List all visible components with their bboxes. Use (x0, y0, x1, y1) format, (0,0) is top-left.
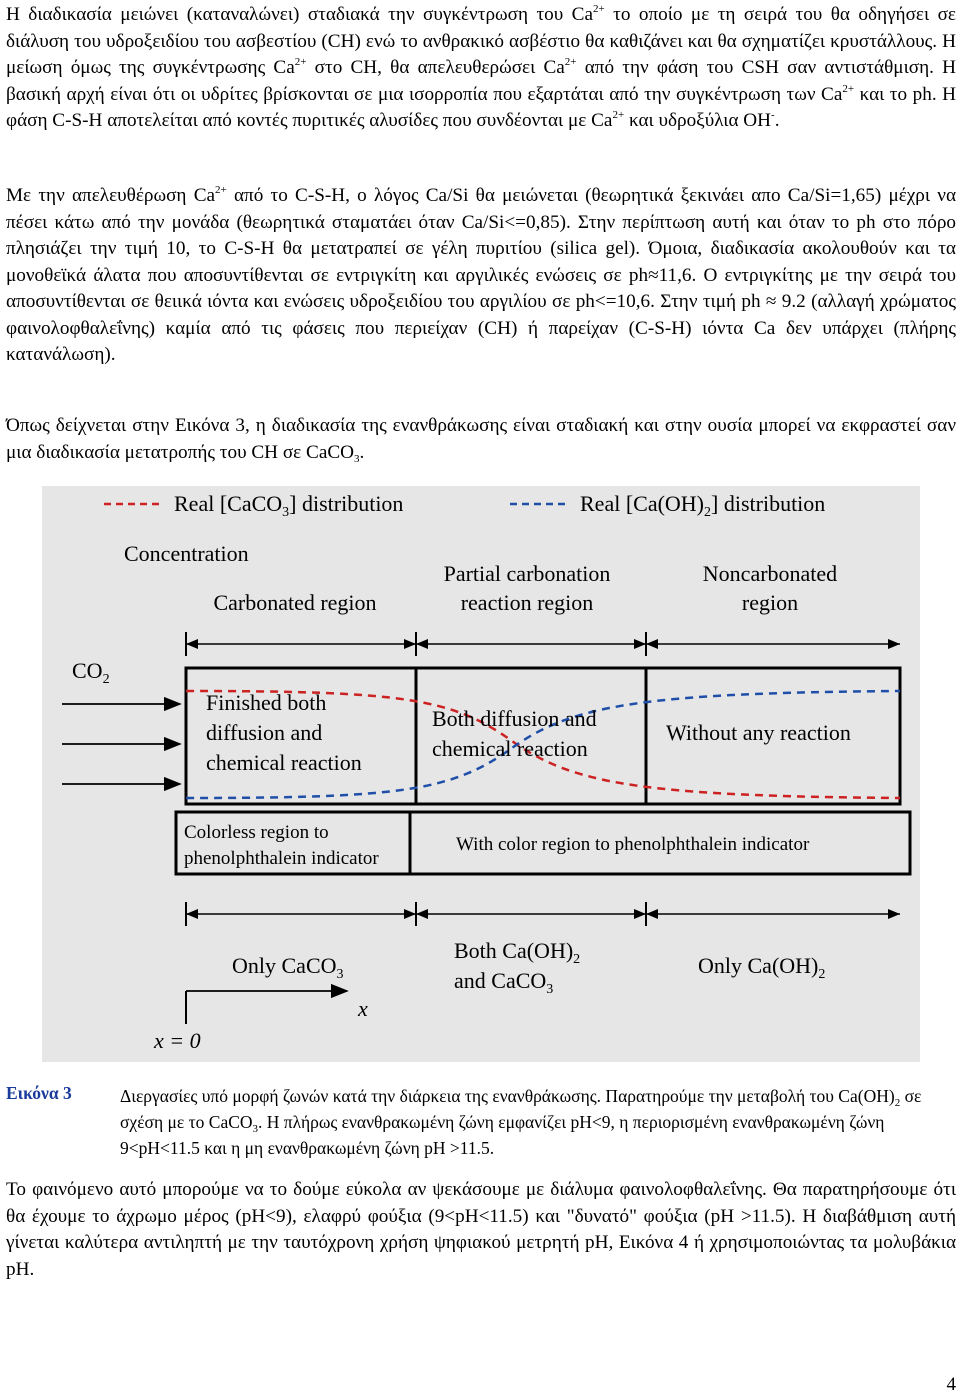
text-run: 3 (354, 452, 360, 465)
text-run: 2+ (593, 3, 605, 15)
legend-caco3-label: Real [CaCO$_3$] distribution (174, 491, 404, 520)
text-run: . Η πλήρως ενανθρακωμένη ζώνη εμφανίζει pH<9, η περιορισμένη ενανθρακωμένη ζώνη 9<pH<11.5 και η μη ενανθρακωμένη ζώνη pH >11.5. (120, 1112, 885, 1158)
text-run: 2+ (842, 82, 855, 95)
page-number: 4 (946, 1374, 956, 1395)
text-run: το οποίο με τη σειρά του θα οδηγήσει σε διάλυση του υδροξειδίου του ασβεστίου (CH) ενώ το ανθρακικό ασβέστιο θα καθιζάνει και θα σχηματίζει κρυστάλλους. Η μείωση όμως της συγκέντρωσης Ca (6, 4, 956, 78)
header-partial-2: reaction region (460, 590, 594, 615)
both-phases-label-2: and CaCO$_3$ (454, 968, 554, 997)
text-run: 2 (894, 1097, 901, 1109)
paragraph-3 (6, 413, 956, 466)
text-run: και υδροξύλια OH (624, 110, 772, 131)
text-run: 2+ (294, 56, 307, 68)
finished-text-3: chemical reaction (206, 750, 362, 775)
header-noncarbonated-2: region (741, 590, 799, 615)
text-run: 2+ (612, 109, 625, 121)
text-run: από την φάση του CSH σαν αντιστάθμιση. Η βασική αρχή είναι ότι οι υδρίτες βρίσκονται σε μια ισορροπία που εξαρτάται από την συγκέντρωση των Ca (6, 57, 956, 105)
text-run: Με την απελευθέρωση Ca (6, 185, 216, 206)
colorless-text-2: phenolphthalein indicator (184, 848, 379, 869)
paragraph-2 (6, 183, 956, 369)
both-text-1: Both diffusion and (432, 706, 597, 731)
text-run: σε σχέση με το CaCO (120, 1086, 922, 1132)
text-run: 3 (252, 1123, 259, 1135)
text-run: και το ph. Η φάση C-S-H αποτελείται από κοντές πυριτικές αλυσίδες που συνδέονται με Ca (6, 83, 956, 131)
text-run: - (771, 109, 775, 121)
finished-text-2: diffusion and (206, 720, 323, 745)
without-text: Without any reaction (666, 720, 851, 745)
origin-label: x = 0 (154, 1028, 201, 1053)
text-run: Όπως δείχνεται στην Εικόνα 3, η διαδικασία της ενανθράκωσης είναι σταδιακή και στην ουσία μπορεί να εκφραστεί σαν μια διαδικασία μετατροπής του CH σε CaCO (6, 415, 956, 463)
text-run: Το φαινόμενο αυτό μπορούμε να το δούμε εύκολα αν ψεκάσουμε με διάλυμα φαινολοφθαλεΐνης. Θα παρατηρήσουμε ότι θα έχουμε το άχρωμο μέρος (pH<9), ελαφρύ φούξια (9<pH<11.5) και "δυνατό" φούξια (pH >11.5). Η διαβάθμιση αυτή γίνεται καλύτερα αντιληπτή με την ταυτόχρονη χρήση ψηφιακού μετρητή pH, Εικόνα 4 ή χρησιμοποιώντας τα μολυβάκια pH. (6, 1179, 956, 1280)
both-text-2: chemical reaction (432, 736, 588, 761)
text-run: 2+ (564, 56, 577, 68)
text-run: Η διαδικασία μειώνει (καταναλώνει) σταδιακά την συγκέντρωση του Ca (6, 4, 593, 25)
figure-caption-label: Εικόνα 3 (6, 1083, 72, 1103)
header-carbonated: Carbonated region (213, 590, 377, 615)
both-phases-label-1: Both $Ca(OH)_2$ (454, 938, 581, 967)
text-run: . (774, 110, 780, 131)
text-run: Διεργασίες υπό μορφή ζωνών κατά την διάρκεια της ενανθράκωσης. Παρατηρούμε την μεταβολή του Ca(OH) (120, 1086, 895, 1106)
legend-caoh2-label: Real $[Ca(OH)_2]$ distribution (580, 491, 826, 520)
finished-text-1: Finished both (206, 690, 327, 715)
with-color-text: With color region to phenolphthalein indicator (456, 834, 810, 855)
x-axis-label: x (358, 996, 368, 1021)
concentration-label: Concentration (124, 541, 249, 566)
text-run: στο CH, θα απελευθερώσει Ca (306, 57, 565, 78)
colorless-text-1: Colorless region to (184, 822, 329, 843)
paragraph-1 (6, 2, 956, 135)
header-partial-1: Partial carbonation (443, 561, 611, 586)
text-run: . (359, 441, 365, 463)
only-caco3-label: Only CaCO$_3$ (232, 953, 344, 982)
carbonation-zones-figure (42, 486, 920, 1062)
figure-caption-text (120, 1083, 956, 1161)
text-run: 2+ (215, 184, 227, 196)
paragraph-4 (6, 1177, 956, 1283)
only-caoh2-label: Only $Ca(OH)_2$ (698, 953, 826, 982)
figure-drawing (42, 486, 920, 1062)
co2-label: $CO_2$ (72, 658, 110, 687)
text-run: από το C-S-H, ο λόγος Ca/Si θα μειώνεται (θεωρητικά ξεκινάει απο Ca/Si=1,65) μέχρι να πέσει κάτω από την μονάδα (θεωρητικά σταματάει όταν Ca/Si<=0,85). Στην περίπτωση αυτή και όταν το ph στο πόρο πλησιάζει την τιμή 10, το C-S-H θα μετατραπεί σε γέλη πυριτίου (silica gel). Όμοια, διαδικασία ακολουθούν και τα μονοθεϊκά άλατα που αποσυντίθενται σε εντριγκίτη και αργιλικές ενώσεις σε ph≈11,6. Ο εντριγκίτης με την σειρά του αποσυντίθενται σε θειικά ιόντα και ενώσεις υδροξειδίου του αργιλίου σε ph<=10,6. Στην τιμή ph ≈ 9.2 (αλλαγή χρώματος φαινολοφθαλεΐνης) καμία από τις φάσεις που περιείχαν (CH) ή παρείχαν (C-S-H) ιόντα Ca δεν υπάρχει (πλήρης κατανάλωση). (6, 185, 956, 365)
header-noncarbonated-1: Noncarbonated (702, 561, 838, 586)
